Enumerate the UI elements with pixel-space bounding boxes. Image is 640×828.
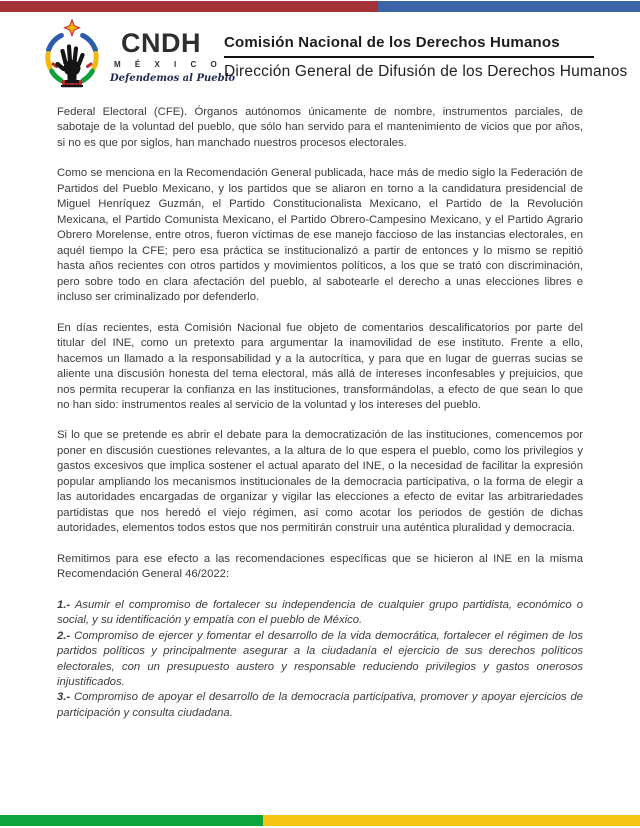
brand-slogan: Defendemos al Pueblo bbox=[110, 73, 236, 84]
recommendation-item bbox=[57, 598, 583, 629]
bottom-accent-bar bbox=[0, 815, 640, 826]
bottom-bar-right-segment bbox=[263, 815, 640, 826]
letterhead bbox=[0, 0, 640, 89]
top-bar-left-segment bbox=[0, 1, 378, 12]
brand-acronym: CNDH bbox=[121, 28, 201, 58]
brand-country: M É X I C O bbox=[114, 60, 223, 69]
paragraph: En días recientes, esta Comisión Nacional fue objeto de comentarios descalificatorios por parte del titular del INE, como un pretexto para argumentar la inamovilidad de ese instituto. Frente a ello, hacemos un llamado a la responsabilidad y a la autocrítica, y para que en lugar de guerras sucias se aliente una discusión honesta del tema electoral, más allá de intereses inconfesables y prejuicios, que nos permita recuperar la confianza en las instituciones, transformándolas, a efecto de que sean lo que no han sido: instrumentos reales al servicio de la voluntad y los intereses del pueblo. bbox=[57, 321, 583, 411]
header-titles bbox=[224, 19, 628, 81]
item-text: Compromiso de ejercer y fomentar el desarrollo de la vida democrática, fortalecer el régimen de los partidos políticos y principalmente asegurar a la ciudadanía el ejercicio de sus derechos políticos electorales, con un presupuesto austero y responsable reduciendo privilegios y gastos onerosos injustificados. bbox=[57, 629, 584, 688]
department-name: Dirección General de Difusión de los Derechos Humanos bbox=[224, 63, 628, 80]
org-name: Comisión Nacional de los Derechos Humanos bbox=[224, 34, 594, 58]
paragraph: Como se menciona en la Recomendación General publicada, hace más de medio siglo la Federación de Partidos del Pueblo Mexicano, y los partidos que se aliaron en torno a la candidatura presidencial de Miguel Henríquez Guzmán, el Partido Constitucionalista Mexicano, el Partido de la Revolución Mexicana, el Partido Comunista Mexicano, el Partido Obrero-Campesino Mexicano, y el Partido Agrario Obrero Morelense, entre otros, fueron víctimas de ese manejo faccioso de las instancias electorales, en aquél tiempo la CFE; pero esa práctica se institucionalizó a partir de entonces y lo mismo se repitió hasta años recientes con otros partidos y movimientos políticos, a los que se trató con discriminación, pero sobre todo en clara afectación del pueblo, al sabotearle el derecho a unas elecciones libres e incluso ser criminalizado por defenderlo. bbox=[57, 167, 583, 304]
item-number: 3.- bbox=[57, 691, 71, 704]
bottom-bar-left-segment bbox=[0, 815, 263, 826]
paragraph: Si lo que se pretende es abrir el debate para la democratización de las instituciones, comencemos por poner en discusión cuestiones relevantes, a la altura de lo que espera el pueblo, como los privilegios y gastos excesivos que implica sostener el actual aparato del INE, o la necesidad de facilitar la expresión popular ampliando los mecanismos institucionales de la democracia participativa, o la forma de elegir a las autoridades encargadas de organizar y vigilar las elecciones a efecto de evitar las arbitrariedades partidistas que nos heredó el viejo régimen, así como acotar los periodos de gestión de dichas autoridades, elementos todos estos que nos permitirán construir una auténtica pluralidad y democracia. bbox=[57, 429, 583, 535]
brand-block bbox=[110, 19, 236, 84]
paragraph: Remitimos para ese efecto a las recomendaciones específicas que se hicieron al INE en la misma Recomendación General 46/2022: bbox=[57, 552, 583, 581]
item-number: 1.- bbox=[57, 598, 71, 611]
recommendation-list bbox=[57, 598, 583, 722]
top-bar-right-segment bbox=[378, 1, 640, 12]
paragraph: Federal Electoral (CFE). Órganos autónomos únicamente de nombre, instrumentos parciales, de sabotaje de la voluntad del pueblo, que sólo han servido para el mantenimiento de vicios que por años, si no es que por siglos, han manchado nuestros procesos electorales. bbox=[57, 106, 583, 149]
star-icon bbox=[65, 20, 80, 36]
document-body bbox=[0, 89, 640, 721]
recommendation-item bbox=[57, 629, 583, 691]
item-number: 2.- bbox=[57, 629, 71, 642]
item-text: Asumir el compromiso de fortalecer su independencia de cualquier grupo partidista, económico o social, y su identificación y empatía con el pueblo de México. bbox=[57, 598, 583, 627]
top-accent-bar bbox=[0, 1, 640, 12]
cndh-emblem-icon bbox=[36, 19, 108, 89]
recommendation-item bbox=[57, 690, 583, 721]
item-text: Compromiso de apoyar el desarrollo de la democracia participativa, promover y apoyar ejercicios de participación y consulta ciudadana. bbox=[57, 691, 584, 719]
